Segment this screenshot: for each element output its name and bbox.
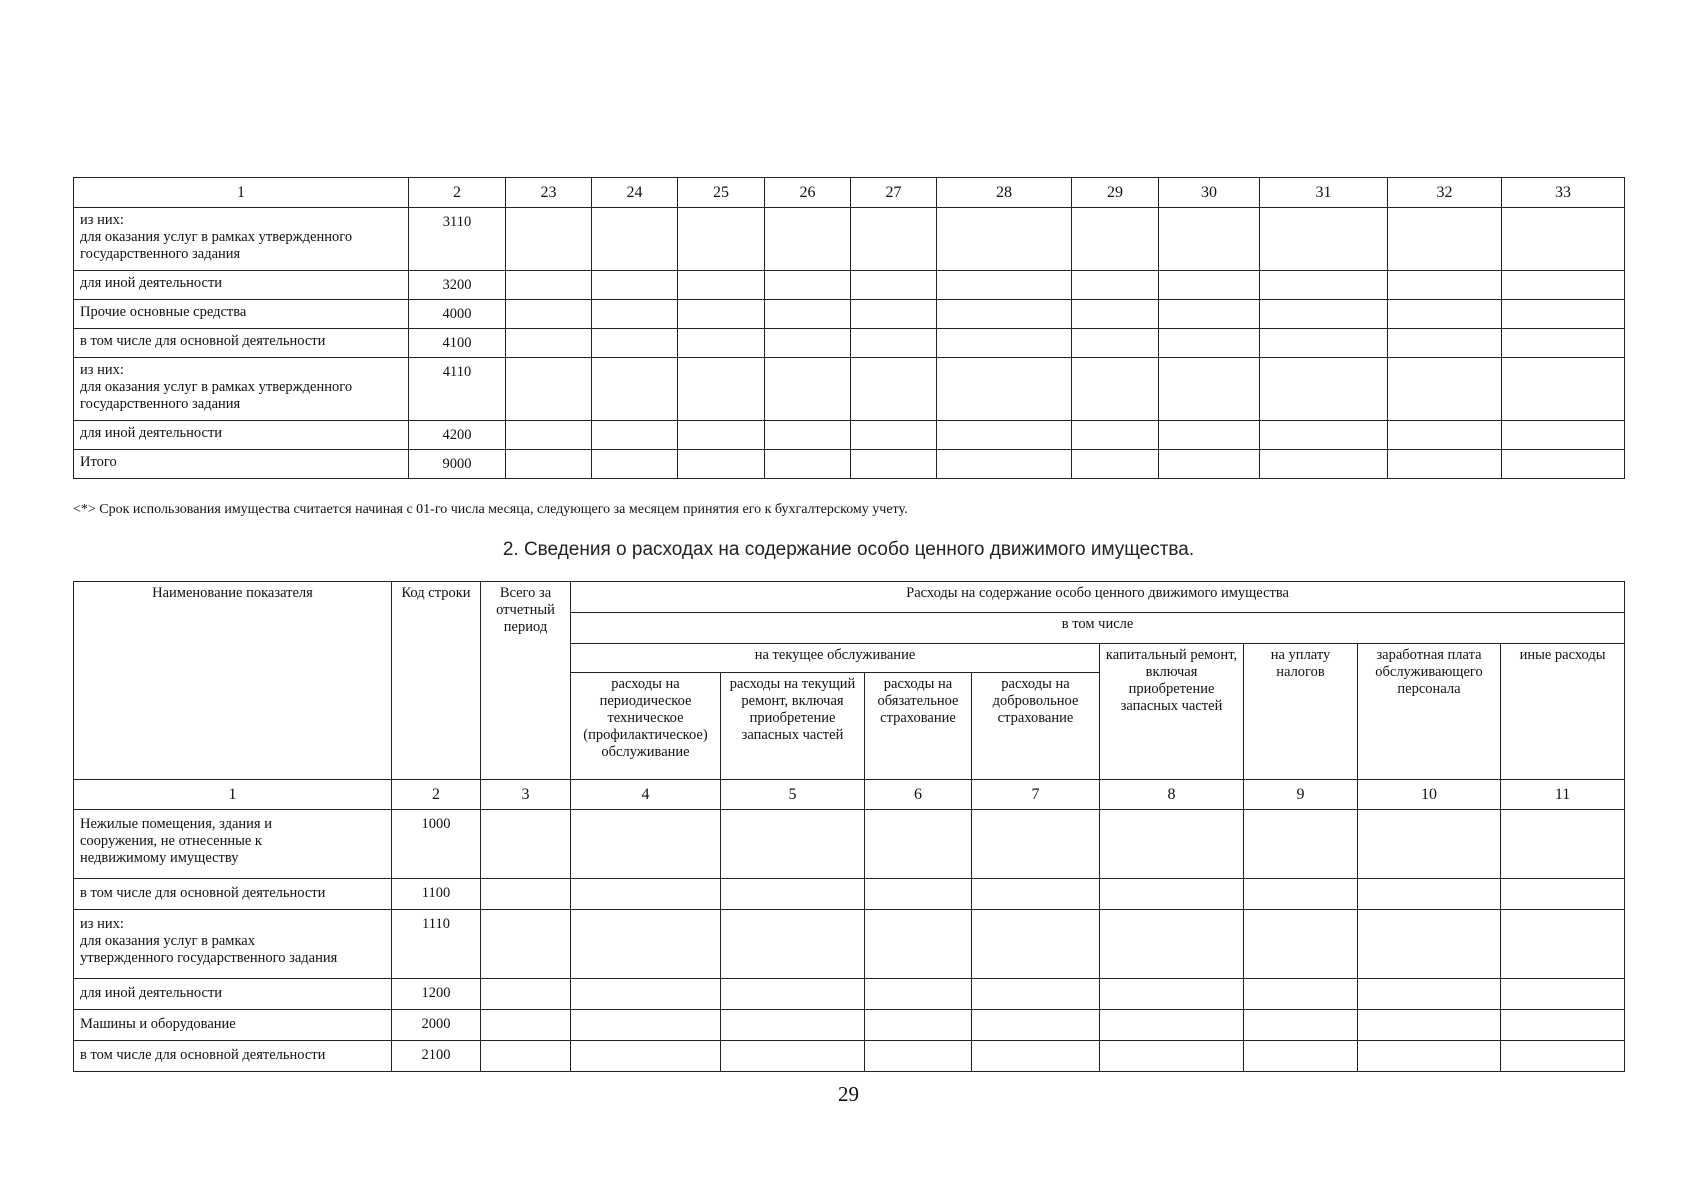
row-code-cell: 2100 — [392, 1041, 481, 1072]
empty-cell — [765, 421, 851, 450]
empty-cell — [592, 271, 678, 300]
column-number-cell: 3 — [481, 780, 571, 810]
header-name: Наименование показателя — [74, 582, 392, 780]
empty-cell — [1388, 450, 1502, 479]
empty-cell — [481, 1041, 571, 1072]
empty-cell — [1100, 910, 1244, 979]
empty-cell — [1072, 358, 1159, 421]
empty-cell — [937, 300, 1072, 329]
header-current-repair: расходы на текущий ремонт, включая приобретение запасных частей — [721, 673, 865, 780]
empty-cell — [1100, 810, 1244, 879]
empty-cell — [1159, 208, 1260, 271]
table-row — [74, 1010, 1625, 1041]
empty-cell — [865, 879, 972, 910]
column-number-cell: 23 — [506, 178, 592, 208]
empty-cell — [865, 1010, 972, 1041]
empty-cell — [1244, 979, 1358, 1010]
column-number-cell: 29 — [1072, 178, 1159, 208]
table-row — [74, 421, 1625, 450]
table-row — [74, 879, 1625, 910]
empty-cell — [972, 1010, 1100, 1041]
empty-cell — [851, 421, 937, 450]
empty-cell — [1502, 329, 1625, 358]
continuation-table-body — [74, 178, 1625, 479]
empty-cell — [481, 1010, 571, 1041]
empty-cell — [972, 879, 1100, 910]
header-code: Код строки — [392, 582, 481, 780]
empty-cell — [1502, 271, 1625, 300]
table-row — [74, 1041, 1625, 1072]
empty-cell — [506, 421, 592, 450]
expenses-table — [73, 581, 1625, 1072]
empty-cell — [592, 329, 678, 358]
empty-cell — [1260, 329, 1388, 358]
column-number-cell: 31 — [1260, 178, 1388, 208]
header-expenses: Расходы на содержание особо ценного движимого имущества — [571, 582, 1625, 613]
section-title: 2. Сведения о расходах на содержание особо ценного движимого имущества. — [502, 539, 1195, 560]
empty-cell — [937, 329, 1072, 358]
table-row — [74, 329, 1625, 358]
column-number-cell: 1 — [74, 178, 409, 208]
empty-cell — [972, 910, 1100, 979]
table-row — [74, 271, 1625, 300]
empty-cell — [481, 910, 571, 979]
header-including: в том числе — [571, 613, 1625, 644]
row-code-cell: 3200 — [409, 271, 506, 300]
column-number-cell: 5 — [721, 780, 865, 810]
column-number-cell: 2 — [409, 178, 506, 208]
empty-cell — [1244, 910, 1358, 979]
empty-cell — [937, 271, 1072, 300]
table-row — [74, 979, 1625, 1010]
empty-cell — [678, 208, 765, 271]
row-name-cell: для иной деятельности — [74, 421, 409, 450]
empty-cell — [1501, 910, 1625, 979]
empty-cell — [678, 421, 765, 450]
row-name-cell: в том числе для основной деятельности — [74, 879, 392, 910]
empty-cell — [1260, 300, 1388, 329]
header-other: иные расходы — [1501, 644, 1625, 780]
empty-cell — [678, 271, 765, 300]
empty-cell — [506, 271, 592, 300]
empty-cell — [571, 810, 721, 879]
empty-cell — [1072, 208, 1159, 271]
empty-cell — [1388, 421, 1502, 450]
column-number-cell: 6 — [865, 780, 972, 810]
empty-cell — [1502, 450, 1625, 479]
empty-cell — [937, 358, 1072, 421]
row-code-cell: 2000 — [392, 1010, 481, 1041]
empty-cell — [1358, 810, 1501, 879]
continuation-table — [73, 177, 1625, 479]
empty-cell — [1388, 329, 1502, 358]
empty-cell — [1100, 879, 1244, 910]
header-voluntary-insurance: расходы на добровольное страхование — [972, 673, 1100, 780]
empty-cell — [1244, 1010, 1358, 1041]
empty-cell — [506, 300, 592, 329]
empty-cell — [1502, 208, 1625, 271]
column-number-cell: 2 — [392, 780, 481, 810]
row-code-cell: 4110 — [409, 358, 506, 421]
empty-cell — [1072, 271, 1159, 300]
empty-cell — [865, 910, 972, 979]
empty-cell — [721, 810, 865, 879]
empty-cell — [721, 1041, 865, 1072]
row-code-cell: 1110 — [392, 910, 481, 979]
empty-cell — [1358, 879, 1501, 910]
empty-cell — [851, 300, 937, 329]
column-number-cell: 33 — [1502, 178, 1625, 208]
row-name-cell: Нежилые помещения, здания и сооружения, не отнесенные к недвижимому имуществу — [74, 810, 392, 879]
empty-cell — [1244, 810, 1358, 879]
empty-cell — [1501, 979, 1625, 1010]
row-code-cell: 4100 — [409, 329, 506, 358]
header-salary: заработная плата обслуживающего персонала — [1358, 644, 1501, 780]
empty-cell — [972, 1041, 1100, 1072]
row-name-cell: для иной деятельности — [74, 979, 392, 1010]
row-name-cell: Машины и оборудование — [74, 1010, 392, 1041]
row-code-cell: 1100 — [392, 879, 481, 910]
expenses-table-body — [74, 780, 1625, 1072]
empty-cell — [937, 421, 1072, 450]
row-name-cell: для иной деятельности — [74, 271, 409, 300]
empty-cell — [765, 300, 851, 329]
empty-cell — [1358, 979, 1501, 1010]
empty-cell — [721, 879, 865, 910]
empty-cell — [1358, 1010, 1501, 1041]
page-number: 29 — [838, 1082, 859, 1106]
empty-cell — [865, 1041, 972, 1072]
table-row — [74, 910, 1625, 979]
empty-cell — [851, 358, 937, 421]
row-code-cell: 3110 — [409, 208, 506, 271]
row-name-cell: из них: для оказания услуг в рамках утвержденного государственного задания — [74, 208, 409, 271]
empty-cell — [865, 979, 972, 1010]
empty-cell — [678, 300, 765, 329]
empty-cell — [1159, 450, 1260, 479]
empty-cell — [592, 300, 678, 329]
row-name-cell: из них: для оказания услуг в рамках утвержденного государственного задания — [74, 910, 392, 979]
empty-cell — [506, 329, 592, 358]
empty-cell — [865, 810, 972, 879]
row-name-cell: Итого — [74, 450, 409, 479]
header-mandatory-insurance: расходы на обязательное страхование — [865, 673, 972, 780]
empty-cell — [592, 421, 678, 450]
empty-cell — [851, 271, 937, 300]
empty-cell — [592, 450, 678, 479]
column-number-cell: 9 — [1244, 780, 1358, 810]
empty-cell — [1388, 271, 1502, 300]
empty-cell — [851, 450, 937, 479]
column-number-cell: 32 — [1388, 178, 1502, 208]
empty-cell — [1159, 358, 1260, 421]
empty-cell — [1388, 358, 1502, 421]
row-code-cell: 1200 — [392, 979, 481, 1010]
column-number-cell: 28 — [937, 178, 1072, 208]
header-capital-repair: капитальный ремонт, включая приобретение запасных частей — [1100, 644, 1244, 780]
empty-cell — [571, 1041, 721, 1072]
empty-cell — [1388, 300, 1502, 329]
empty-cell — [721, 1010, 865, 1041]
column-number-cell: 27 — [851, 178, 937, 208]
empty-cell — [571, 879, 721, 910]
empty-cell — [1358, 1041, 1501, 1072]
empty-cell — [765, 271, 851, 300]
empty-cell — [972, 979, 1100, 1010]
table-row — [74, 450, 1625, 479]
empty-cell — [721, 979, 865, 1010]
empty-cell — [678, 358, 765, 421]
empty-cell — [765, 450, 851, 479]
empty-cell — [851, 329, 937, 358]
empty-cell — [1100, 1041, 1244, 1072]
empty-cell — [1159, 329, 1260, 358]
empty-cell — [1502, 421, 1625, 450]
empty-cell — [1501, 879, 1625, 910]
empty-cell — [506, 450, 592, 479]
empty-cell — [571, 1010, 721, 1041]
empty-cell — [571, 979, 721, 1010]
empty-cell — [721, 910, 865, 979]
empty-cell — [765, 329, 851, 358]
empty-cell — [1159, 271, 1260, 300]
empty-cell — [1502, 358, 1625, 421]
header-row — [74, 178, 1625, 208]
table-row — [74, 358, 1625, 421]
expenses-table-header — [74, 582, 1625, 780]
empty-cell — [1502, 300, 1625, 329]
empty-cell — [765, 208, 851, 271]
empty-cell — [506, 358, 592, 421]
empty-cell — [506, 208, 592, 271]
empty-cell — [1072, 450, 1159, 479]
empty-cell — [678, 450, 765, 479]
empty-cell — [1501, 1010, 1625, 1041]
empty-cell — [1260, 358, 1388, 421]
row-name-cell: в том числе для основной деятельности — [74, 1041, 392, 1072]
empty-cell — [1260, 450, 1388, 479]
row-code-cell: 4000 — [409, 300, 506, 329]
column-number-cell: 24 — [592, 178, 678, 208]
table-row — [74, 810, 1625, 879]
empty-cell — [1244, 879, 1358, 910]
footnote: <*> Срок использования имущества считается начиная с 01-го числа месяца, следующего за месяцем принятия его к бухгалтерскому учету. — [73, 502, 908, 517]
empty-cell — [972, 810, 1100, 879]
header-total: Всего за отчетный период — [481, 582, 571, 780]
row-code-cell: 4200 — [409, 421, 506, 450]
empty-cell — [937, 208, 1072, 271]
empty-cell — [571, 910, 721, 979]
empty-cell — [937, 450, 1072, 479]
empty-cell — [1244, 1041, 1358, 1072]
empty-cell — [1260, 271, 1388, 300]
header-current-service: на текущее обслуживание — [571, 644, 1100, 673]
empty-cell — [1072, 329, 1159, 358]
empty-cell — [1501, 1041, 1625, 1072]
row-name-cell: из них: для оказания услуг в рамках утвержденного государственного задания — [74, 358, 409, 421]
empty-cell — [592, 208, 678, 271]
empty-cell — [765, 358, 851, 421]
column-number-cell: 7 — [972, 780, 1100, 810]
column-number-cell: 10 — [1358, 780, 1501, 810]
table-row — [74, 300, 1625, 329]
column-number-cell: 26 — [765, 178, 851, 208]
empty-cell — [678, 329, 765, 358]
table-row — [74, 208, 1625, 271]
empty-cell — [1260, 421, 1388, 450]
column-number-cell: 30 — [1159, 178, 1260, 208]
row-name-cell: Прочие основные средства — [74, 300, 409, 329]
empty-cell — [1100, 1010, 1244, 1041]
header-taxes: на уплату налогов — [1244, 644, 1358, 780]
column-numbers-row — [74, 780, 1625, 810]
empty-cell — [1072, 300, 1159, 329]
empty-cell — [1159, 300, 1260, 329]
empty-cell — [1501, 810, 1625, 879]
empty-cell — [1260, 208, 1388, 271]
header-periodic: расходы на периодическое техническое (профилактическое) обслуживание — [571, 673, 721, 780]
row-code-cell: 1000 — [392, 810, 481, 879]
empty-cell — [1388, 208, 1502, 271]
empty-cell — [481, 810, 571, 879]
row-name-cell: в том числе для основной деятельности — [74, 329, 409, 358]
empty-cell — [851, 208, 937, 271]
column-number-cell: 8 — [1100, 780, 1244, 810]
empty-cell — [1100, 979, 1244, 1010]
empty-cell — [481, 879, 571, 910]
empty-cell — [1358, 910, 1501, 979]
row-code-cell: 9000 — [409, 450, 506, 479]
empty-cell — [481, 979, 571, 1010]
column-number-cell: 11 — [1501, 780, 1625, 810]
column-number-cell: 1 — [74, 780, 392, 810]
empty-cell — [1159, 421, 1260, 450]
empty-cell — [1072, 421, 1159, 450]
empty-cell — [592, 358, 678, 421]
column-number-cell: 25 — [678, 178, 765, 208]
column-number-cell: 4 — [571, 780, 721, 810]
